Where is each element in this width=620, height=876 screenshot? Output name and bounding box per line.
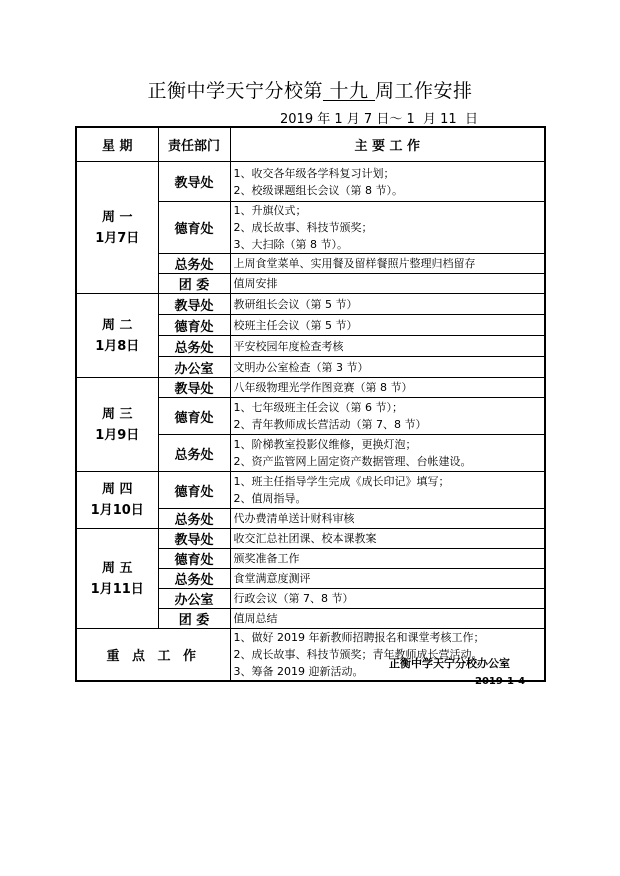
work-item: 2、成长故事、科技节颁奖； <box>233 221 373 234</box>
work-item: 教研组长会议（第 5 节） <box>233 297 358 311</box>
work-cell <box>230 398 545 435</box>
date-sep-3: 月 <box>418 112 437 127</box>
work-cell <box>230 549 545 569</box>
title-week-number: 十九 <box>322 80 376 102</box>
work-item: 值周安排 <box>233 277 278 290</box>
work-cell <box>230 435 545 472</box>
work-cell <box>230 162 545 202</box>
work-item: 1、七年级班主任会议（第 6 节）； <box>233 401 403 414</box>
department-cell: 教导处 <box>158 378 230 398</box>
header-department: 责任部门 <box>158 127 230 162</box>
work-item: 2、青年教师成长营活动（第 7、8 节） <box>233 418 427 431</box>
table-row <box>76 378 545 398</box>
department-cell: 总务处 <box>158 569 230 589</box>
weekday-date: 1月7日 <box>95 230 140 246</box>
work-cell <box>230 254 545 274</box>
work-cell <box>230 274 545 294</box>
work-item: 1、阶梯教室投影仪维修，更换灯泡； <box>233 438 417 451</box>
work-cell <box>230 202 545 254</box>
weekday-label: 周 五 <box>101 560 133 576</box>
department-cell: 德育处 <box>158 398 230 435</box>
department-cell: 总务处 <box>158 435 230 472</box>
focus-item: 2、成长故事、科技节颁奖；青年教师成长营活动。 <box>233 648 483 661</box>
date-sep-1: 月 <box>346 112 360 127</box>
focus-label: 重 点 工 作 <box>76 629 230 682</box>
department-cell: 办公室 <box>158 589 230 609</box>
weekday-cell <box>76 529 158 629</box>
department-cell: 德育处 <box>158 202 230 254</box>
work-item: 颁奖准备工作 <box>233 552 300 565</box>
date-start-day: 7 <box>359 112 377 127</box>
page-title <box>0 76 620 103</box>
focus-item: 1、做好 2019 年新教师招聘报名和课堂考核工作； <box>233 631 485 644</box>
weekday-date: 1月11日 <box>90 581 144 597</box>
weekday-date: 1月9日 <box>95 427 140 443</box>
department-cell: 德育处 <box>158 472 230 509</box>
work-cell <box>230 315 545 336</box>
work-cell <box>230 509 545 529</box>
weekday-label: 周 三 <box>101 406 133 422</box>
work-cell <box>230 589 545 609</box>
date-year: 2019 年 <box>280 112 331 127</box>
department-cell: 教导处 <box>158 162 230 202</box>
work-cell <box>230 357 545 378</box>
work-item: 代办费清单送计财科审核 <box>233 512 355 525</box>
work-item: 2、校级课题组长会议（第 8 节）。 <box>233 183 403 197</box>
work-item: 行政会议（第 7、8 节） <box>233 592 354 605</box>
work-item: 1、班主任指导学生完成《成长印记》填写； <box>233 475 450 488</box>
date-end-month: 1 <box>402 112 419 127</box>
work-item: 上周食堂菜单、实用餐及留样餐照片整理归档留存 <box>233 257 476 270</box>
table-row <box>76 472 545 509</box>
work-item: 值周总结 <box>233 612 278 625</box>
weekday-label: 周 二 <box>101 317 133 333</box>
work-cell <box>230 569 545 589</box>
department-cell: 团 委 <box>158 274 230 294</box>
work-item: 1、收交各年级各学科复习计划； <box>233 166 395 180</box>
table-row <box>76 529 545 549</box>
weekday-label: 周 四 <box>101 482 133 497</box>
work-item: 收交汇总社团课、校本课教案 <box>233 532 377 545</box>
focus-item: 3、筹备 2019 迎新活动。 <box>233 665 364 678</box>
work-item: 食堂满意度测评 <box>233 572 311 585</box>
department-cell: 团 委 <box>158 609 230 629</box>
weekday-cell <box>76 378 158 472</box>
work-cell <box>230 609 545 629</box>
work-cell <box>230 378 545 398</box>
weekday-label: 周 一 <box>101 209 133 225</box>
work-item: 1、升旗仪式； <box>233 204 307 217</box>
schedule-table <box>75 126 546 682</box>
date-sep-2: 日～ <box>376 112 403 127</box>
work-cell <box>230 336 545 357</box>
weekday-cell <box>76 472 158 529</box>
department-cell: 教导处 <box>158 294 230 315</box>
work-item: 校班主任会议（第 5 节） <box>233 318 358 332</box>
weekday-cell <box>76 294 158 378</box>
weekday-date: 1月10日 <box>90 503 144 518</box>
table-row <box>76 162 545 202</box>
department-cell: 办公室 <box>158 357 230 378</box>
work-item: 3、大扫除（第 8 节）。 <box>233 238 348 251</box>
work-cell <box>230 294 545 315</box>
date-end-suffix: 日 <box>460 112 478 127</box>
department-cell: 总务处 <box>158 336 230 357</box>
footer-date: 2019-1-4 <box>475 676 526 687</box>
header-row <box>76 127 545 162</box>
work-item: 文明办公室检查（第 3 节） <box>233 360 369 374</box>
title-suffix: 周工作安排 <box>375 80 473 102</box>
work-cell <box>230 529 545 549</box>
work-cell <box>230 472 545 509</box>
department-cell: 德育处 <box>158 549 230 569</box>
date-end-day: 11 <box>436 112 461 127</box>
department-cell: 德育处 <box>158 315 230 336</box>
header-weekday: 星 期 <box>76 127 158 162</box>
table-row <box>76 294 545 315</box>
work-item: 八年级物理光学作图竞赛（第 8 节） <box>233 381 413 394</box>
footer-office: 正衡中学天宁分校办公室 <box>389 657 510 670</box>
weekday-date: 1月8日 <box>95 338 140 354</box>
header-main-work: 主 要 工 作 <box>230 127 545 162</box>
work-item: 2、值周指导。 <box>233 492 307 505</box>
title-prefix: 正衡中学天宁分校第 <box>147 80 323 102</box>
date-start-month: 1 <box>330 112 347 127</box>
department-cell: 总务处 <box>158 509 230 529</box>
department-cell: 教导处 <box>158 529 230 549</box>
weekday-cell <box>76 162 158 294</box>
date-range <box>280 108 478 127</box>
department-cell: 总务处 <box>158 254 230 274</box>
work-item: 平安校园年度检查考核 <box>233 339 344 353</box>
work-item: 2、资产监管网上固定资产数据管理、台帐建设。 <box>233 455 472 468</box>
